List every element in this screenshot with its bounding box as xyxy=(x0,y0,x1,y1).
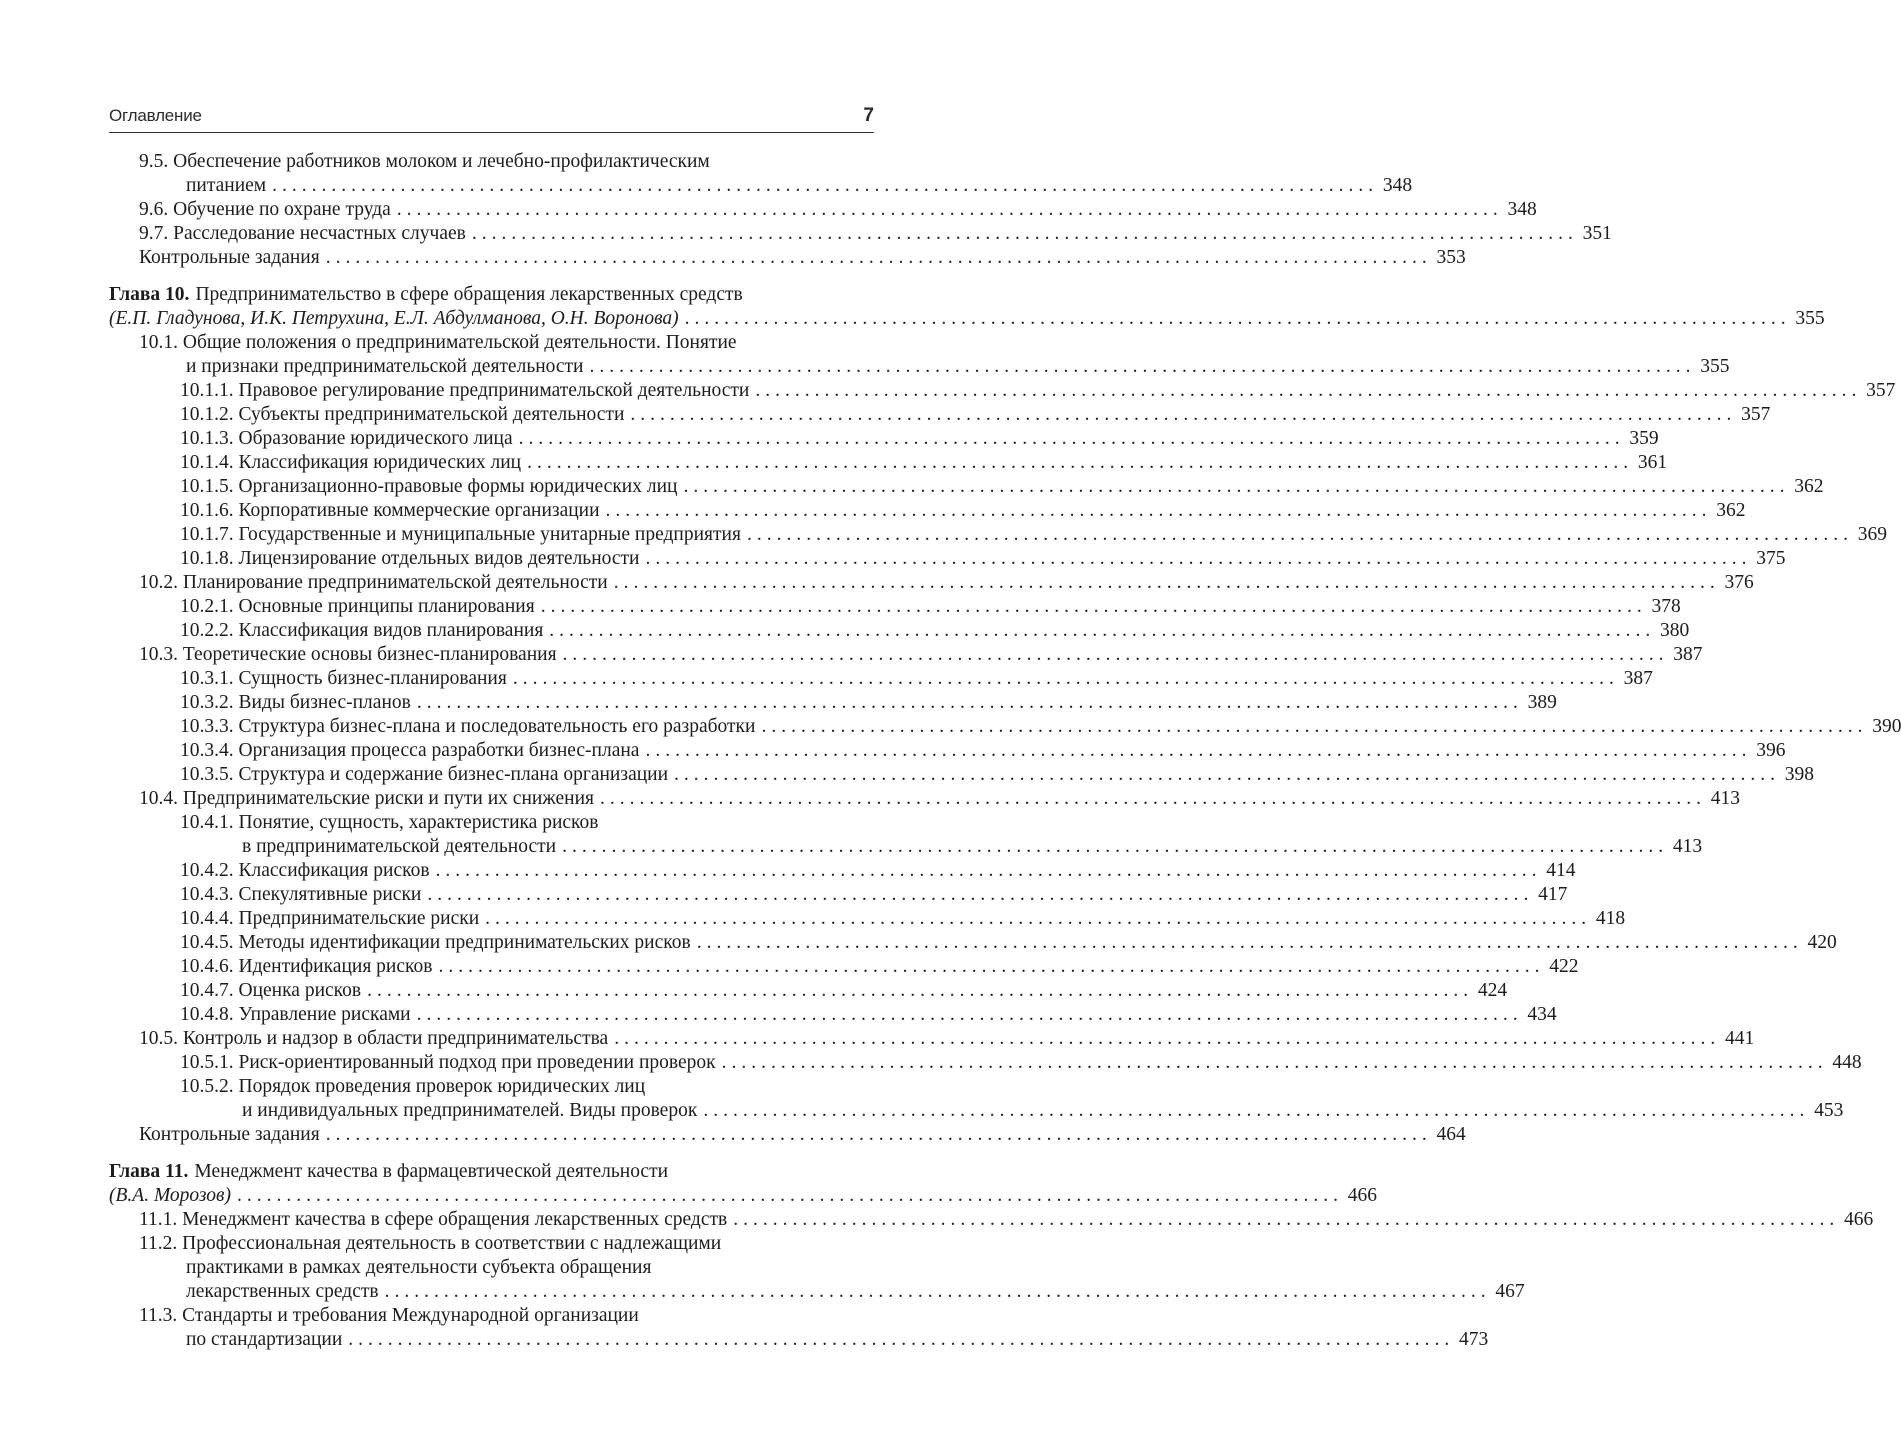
toc-entry-page: 398 xyxy=(1784,764,1815,785)
chapter-authors[interactable] xyxy=(109,307,1825,331)
toc-entry[interactable] xyxy=(242,835,1703,859)
toc-entry-text: практиками в рамках деятельности субъекта обращения xyxy=(186,1257,652,1278)
toc-entry[interactable] xyxy=(180,763,1815,787)
toc-entry-page: 361 xyxy=(1637,452,1668,473)
toc-entry-text: 10.4. Предпринимательские риски и пути их снижения xyxy=(139,788,595,809)
toc-entry-text: 10.1.6. Корпоративные коммерческие организации xyxy=(180,500,600,521)
leader-dots: ................................................................................................................ xyxy=(562,836,1669,857)
toc-entry-text: 10.3.4. Организация процесса разработки бизнес-плана xyxy=(180,740,640,761)
toc-entry-text: 10.1.3. Образование юридического лица xyxy=(180,428,513,449)
toc-entry-text: Менеджмент качества в фармацевтической деятельности xyxy=(194,1161,669,1182)
toc-entry-text: 11.2. Профессиональная деятельность в соответствии с надлежащими xyxy=(139,1233,722,1254)
toc-entry[interactable] xyxy=(180,691,1557,715)
leader-dots: ................................................................................................................ xyxy=(527,452,1634,473)
toc-entry[interactable] xyxy=(180,955,1579,979)
toc-entry[interactable] xyxy=(180,403,1771,427)
leader-dots: ................................................................................................................ xyxy=(416,1004,1523,1025)
toc-entry[interactable] xyxy=(139,1208,1874,1232)
toc-entry[interactable] xyxy=(180,883,1568,907)
toc-entry-page: 359 xyxy=(1629,428,1659,449)
toc-entry-text: 10.4.8. Управление рисками xyxy=(180,1004,411,1025)
toc-entry-page: 424 xyxy=(1477,980,1508,1001)
leader-dots: ................................................................................................................ xyxy=(645,740,1752,761)
leader-dots: ................................................................................................................ xyxy=(684,308,1791,329)
leader-dots: ................................................................................................................ xyxy=(721,1052,1828,1073)
toc-entry-page: 464 xyxy=(1436,1124,1466,1145)
toc-entry-page: 357 xyxy=(1741,404,1771,425)
chapter-heading[interactable] xyxy=(109,283,874,307)
toc-entry-page: 473 xyxy=(1459,1329,1489,1350)
toc-entry-page: 466 xyxy=(1843,1209,1874,1230)
header-page-number: 7 xyxy=(863,105,874,126)
leader-dots: ................................................................................................................ xyxy=(236,1185,1343,1206)
leader-dots: ................................................................................................................ xyxy=(384,1281,1491,1302)
leader-dots: ................................................................................................................ xyxy=(755,380,1862,401)
toc-entry-page: 420 xyxy=(1807,932,1837,953)
leader-dots: ................................................................................................................ xyxy=(600,788,1707,809)
toc-entry-page: 362 xyxy=(1794,476,1824,497)
leader-dots: ................................................................................................................ xyxy=(674,764,1781,785)
toc-entry-text: 10.2.2. Классификация видов планирования xyxy=(180,620,544,641)
toc-entry[interactable] xyxy=(186,174,1413,198)
toc-entry[interactable] xyxy=(180,1075,874,1099)
toc-entry-page: 414 xyxy=(1546,860,1576,881)
toc-entry-page: 453 xyxy=(1814,1100,1844,1121)
leader-dots: ................................................................................................................ xyxy=(683,476,1790,497)
toc-entry[interactable] xyxy=(180,547,1786,571)
toc-entry-page: 348 xyxy=(1507,199,1537,220)
toc-entry-page: 387 xyxy=(1623,668,1653,689)
leader-dots: ................................................................................................................ xyxy=(416,692,1523,713)
toc-entry-page: 441 xyxy=(1724,1028,1755,1049)
toc-entry[interactable] xyxy=(139,246,1466,270)
toc-entry-text: питанием xyxy=(186,175,267,196)
chapter-heading[interactable] xyxy=(109,1160,874,1184)
toc-entry[interactable] xyxy=(139,787,1741,811)
toc-entry-text: 9.7. Расследование несчастных случаев xyxy=(139,223,466,244)
toc-entry[interactable] xyxy=(139,222,1612,246)
toc-entry[interactable] xyxy=(186,1280,1525,1304)
toc-entry-page: 376 xyxy=(1724,572,1754,593)
toc-entry-text: 10.5.2. Порядок проведения проверок юридических лиц xyxy=(180,1076,646,1097)
chapter-label: Глава 11. xyxy=(109,1161,189,1182)
authors-text: (В.А. Морозов) xyxy=(109,1185,231,1206)
leader-dots: ................................................................................................................ xyxy=(325,1124,1432,1145)
toc-entry-text: 10.3.3. Структура бизнес-плана и последовательность его разработки xyxy=(180,716,756,737)
toc-entry[interactable] xyxy=(180,715,1901,739)
toc-entry-page: 390 xyxy=(1872,716,1901,737)
toc-entry-page: 369 xyxy=(1857,524,1887,545)
toc-entry[interactable] xyxy=(180,739,1786,763)
toc-entry-text: 10.1.4. Классификация юридических лиц xyxy=(180,452,522,473)
leader-dots: ................................................................................................................ xyxy=(630,404,1737,425)
toc-entry[interactable] xyxy=(180,1051,1862,1075)
toc-entry-page: 362 xyxy=(1716,500,1746,521)
toc-entry-page: 378 xyxy=(1651,596,1681,617)
leader-dots: ................................................................................................................ xyxy=(485,908,1592,929)
leader-dots: ................................................................................................................ xyxy=(645,548,1752,569)
toc-entry[interactable] xyxy=(180,427,1659,451)
toc-entry-text: 10.1.7. Государственные и муниципальные унитарные предприятия xyxy=(180,524,741,545)
toc-entry-text: 10.4.3. Спекулятивные риски xyxy=(180,884,422,905)
toc-entry[interactable] xyxy=(139,1123,1466,1147)
header-title: Оглавление xyxy=(109,106,202,125)
toc-entry[interactable] xyxy=(180,979,1508,1003)
toc-entry[interactable] xyxy=(180,619,1690,643)
toc-entry[interactable] xyxy=(186,1328,1489,1352)
leader-dots: ................................................................................................................ xyxy=(605,500,1712,521)
toc-entry-page: 413 xyxy=(1672,836,1703,857)
toc-entry[interactable] xyxy=(180,811,874,835)
toc-entry-text: 11.1. Менеджмент качества в сфере обращения лекарственных средств xyxy=(139,1209,728,1230)
toc-entry-text: 10.3. Теоретические основы бизнес-планирования xyxy=(139,644,557,665)
toc-entry-text: 10.4.5. Методы идентификации предпринимательских рисков xyxy=(180,932,691,953)
toc-entry-page: 387 xyxy=(1673,644,1703,665)
toc-entry-text: 10.1.8. Лицензирование отдельных видов деятельности xyxy=(180,548,640,569)
toc-entry[interactable] xyxy=(180,595,1681,619)
toc-entry[interactable] xyxy=(139,1027,1755,1051)
toc-entry-text: Контрольные задания xyxy=(139,1124,320,1145)
toc-entry-text: 10.5. Контроль и надзор в области предпринимательства xyxy=(139,1028,609,1049)
toc-entry-text: 10.1. Общие положения о предпринимательской деятельности. Понятие xyxy=(139,332,737,353)
toc-entry-page: 466 xyxy=(1347,1185,1377,1206)
toc-entry[interactable] xyxy=(139,1304,874,1328)
leader-dots: ................................................................................................................ xyxy=(614,1028,1721,1049)
toc-entry-text: и признаки предпринимательской деятельности xyxy=(186,356,584,377)
toc-entry-page: 467 xyxy=(1495,1281,1525,1302)
toc-entry-page: 418 xyxy=(1595,908,1626,929)
toc-entry-text: 10.4.4. Предпринимательские риски xyxy=(180,908,480,929)
toc-entry-text: 10.3.2. Виды бизнес-планов xyxy=(180,692,411,713)
leader-dots: ................................................................................................................ xyxy=(746,524,1853,545)
toc-entry-page: 355 xyxy=(1795,308,1825,329)
toc-entry-text: Контрольные задания xyxy=(139,247,320,268)
toc-entry-text: 10.1.2. Субъекты предпринимательской деятельности xyxy=(180,404,625,425)
toc-entry[interactable] xyxy=(139,198,1537,222)
leader-dots: ................................................................................................................ xyxy=(438,956,1545,977)
leader-dots: ................................................................................................................ xyxy=(761,716,1868,737)
toc-entry-page: 351 xyxy=(1582,223,1612,244)
toc-entry[interactable] xyxy=(180,1003,1557,1027)
toc-entry-text: 10.4.1. Понятие, сущность, характеристика рисков xyxy=(180,812,599,833)
toc-entry[interactable] xyxy=(180,499,1746,523)
toc-entry-text: 9.6. Обучение по охране труда xyxy=(139,199,391,220)
leader-dots: ................................................................................................................ xyxy=(272,175,1379,196)
toc-entry-text: 11.3. Стандарты и требования Международной организации xyxy=(139,1305,639,1326)
toc-entry[interactable] xyxy=(180,451,1668,475)
leader-dots: ................................................................................................................ xyxy=(549,620,1656,641)
authors-text: (Е.П. Гладунова, И.К. Петрухина, Е.Л. Абдулманова, О.Н. Воронова) xyxy=(109,308,679,329)
leader-dots: ................................................................................................................ xyxy=(540,596,1647,617)
toc-entry-text: 10.3.5. Структура и содержание бизнес-плана организации xyxy=(180,764,669,785)
toc-entry-text: 10.4.2. Классификация рисков xyxy=(180,860,430,881)
toc-entry[interactable] xyxy=(139,1232,874,1256)
toc-entry[interactable] xyxy=(180,931,1837,955)
toc-entry-page: 380 xyxy=(1660,620,1690,641)
leader-dots: ................................................................................................................ xyxy=(589,356,1696,377)
running-header xyxy=(109,106,874,128)
toc-entry[interactable] xyxy=(180,907,1626,931)
toc-entry[interactable] xyxy=(139,571,1754,595)
toc-entry-page: 389 xyxy=(1527,692,1557,713)
toc-entry[interactable] xyxy=(180,667,1653,691)
toc-entry[interactable] xyxy=(180,475,1824,499)
toc-entry-text: в предпринимательской деятельности xyxy=(242,836,557,857)
leader-dots: ................................................................................................................ xyxy=(703,1100,1810,1121)
toc-entry[interactable] xyxy=(139,150,874,174)
leader-dots: ................................................................................................................ xyxy=(518,428,1625,449)
leader-dots: ................................................................................................................ xyxy=(512,668,1619,689)
leader-dots: ................................................................................................................ xyxy=(435,860,1542,881)
toc-entry-text: 10.2.1. Основные принципы планирования xyxy=(180,596,535,617)
toc-entry[interactable] xyxy=(139,331,874,355)
toc-entry-text: 10.5.1. Риск-ориентированный подход при проведении проверок xyxy=(180,1052,716,1073)
leader-dots: ................................................................................................................ xyxy=(348,1329,1455,1350)
leader-dots: ................................................................................................................ xyxy=(733,1209,1840,1230)
toc-entry-page: 417 xyxy=(1538,884,1568,905)
toc-entry[interactable] xyxy=(180,379,1896,403)
toc-entry-page: 396 xyxy=(1756,740,1786,761)
toc-entry-page: 375 xyxy=(1756,548,1786,569)
toc-entry[interactable] xyxy=(180,523,1887,547)
toc-entry-page: 422 xyxy=(1549,956,1579,977)
leader-dots: ................................................................................................................ xyxy=(396,199,1503,220)
toc-entry-page: 434 xyxy=(1527,1004,1557,1025)
leader-dots: ................................................................................................................ xyxy=(696,932,1803,953)
leader-dots: ................................................................................................................ xyxy=(562,644,1669,665)
toc-entry[interactable] xyxy=(139,643,1703,667)
toc-entry-text: по стандартизации xyxy=(186,1329,343,1350)
toc-entry-page: 357 xyxy=(1866,380,1896,401)
toc-entry-text: 10.3.1. Сущность бизнес-планирования xyxy=(180,668,507,689)
leader-dots: ................................................................................................................ xyxy=(471,223,1578,244)
toc-entry-page: 413 xyxy=(1710,788,1741,809)
toc-entry[interactable] xyxy=(186,1256,874,1280)
toc-entry-page: 448 xyxy=(1832,1052,1862,1073)
toc-entry[interactable] xyxy=(242,1099,1844,1123)
leader-dots: ................................................................................................................ xyxy=(427,884,1534,905)
leader-dots: ................................................................................................................ xyxy=(613,572,1720,593)
toc-entry[interactable] xyxy=(180,859,1576,883)
chapter-authors[interactable] xyxy=(109,1184,1377,1208)
toc-entry-page: 355 xyxy=(1700,356,1730,377)
toc-entry-text: 10.1.1. Правовое регулирование предпринимательской деятельности xyxy=(180,380,750,401)
toc-entry-text: 10.1.5. Организационно-правовые формы юридических лиц xyxy=(180,476,678,497)
toc-entry-text: 10.2. Планирование предпринимательской деятельности xyxy=(139,572,608,593)
toc-entry-text: 10.4.7. Оценка рисков xyxy=(180,980,362,1001)
toc-entry-text: 9.5. Обеспечение работников молоком и лечебно-профилактическим xyxy=(139,151,710,172)
leader-dots: ................................................................................................................ xyxy=(367,980,1474,1001)
toc-entry-page: 348 xyxy=(1382,175,1413,196)
toc-entry-text: 10.4.6. Идентификация рисков xyxy=(180,956,433,977)
header-rule xyxy=(109,132,874,133)
toc-entry-page: 353 xyxy=(1436,247,1466,268)
toc-entry-text: лекарственных средств xyxy=(186,1281,379,1302)
toc-entry[interactable] xyxy=(186,355,1730,379)
chapter-label: Глава 10. xyxy=(109,284,190,305)
leader-dots: ................................................................................................................ xyxy=(325,247,1432,268)
toc-entry-text: Предпринимательство в сфере обращения лекарственных средств xyxy=(195,284,743,305)
toc-entry-text: и индивидуальных предпринимателей. Виды проверок xyxy=(242,1100,698,1121)
